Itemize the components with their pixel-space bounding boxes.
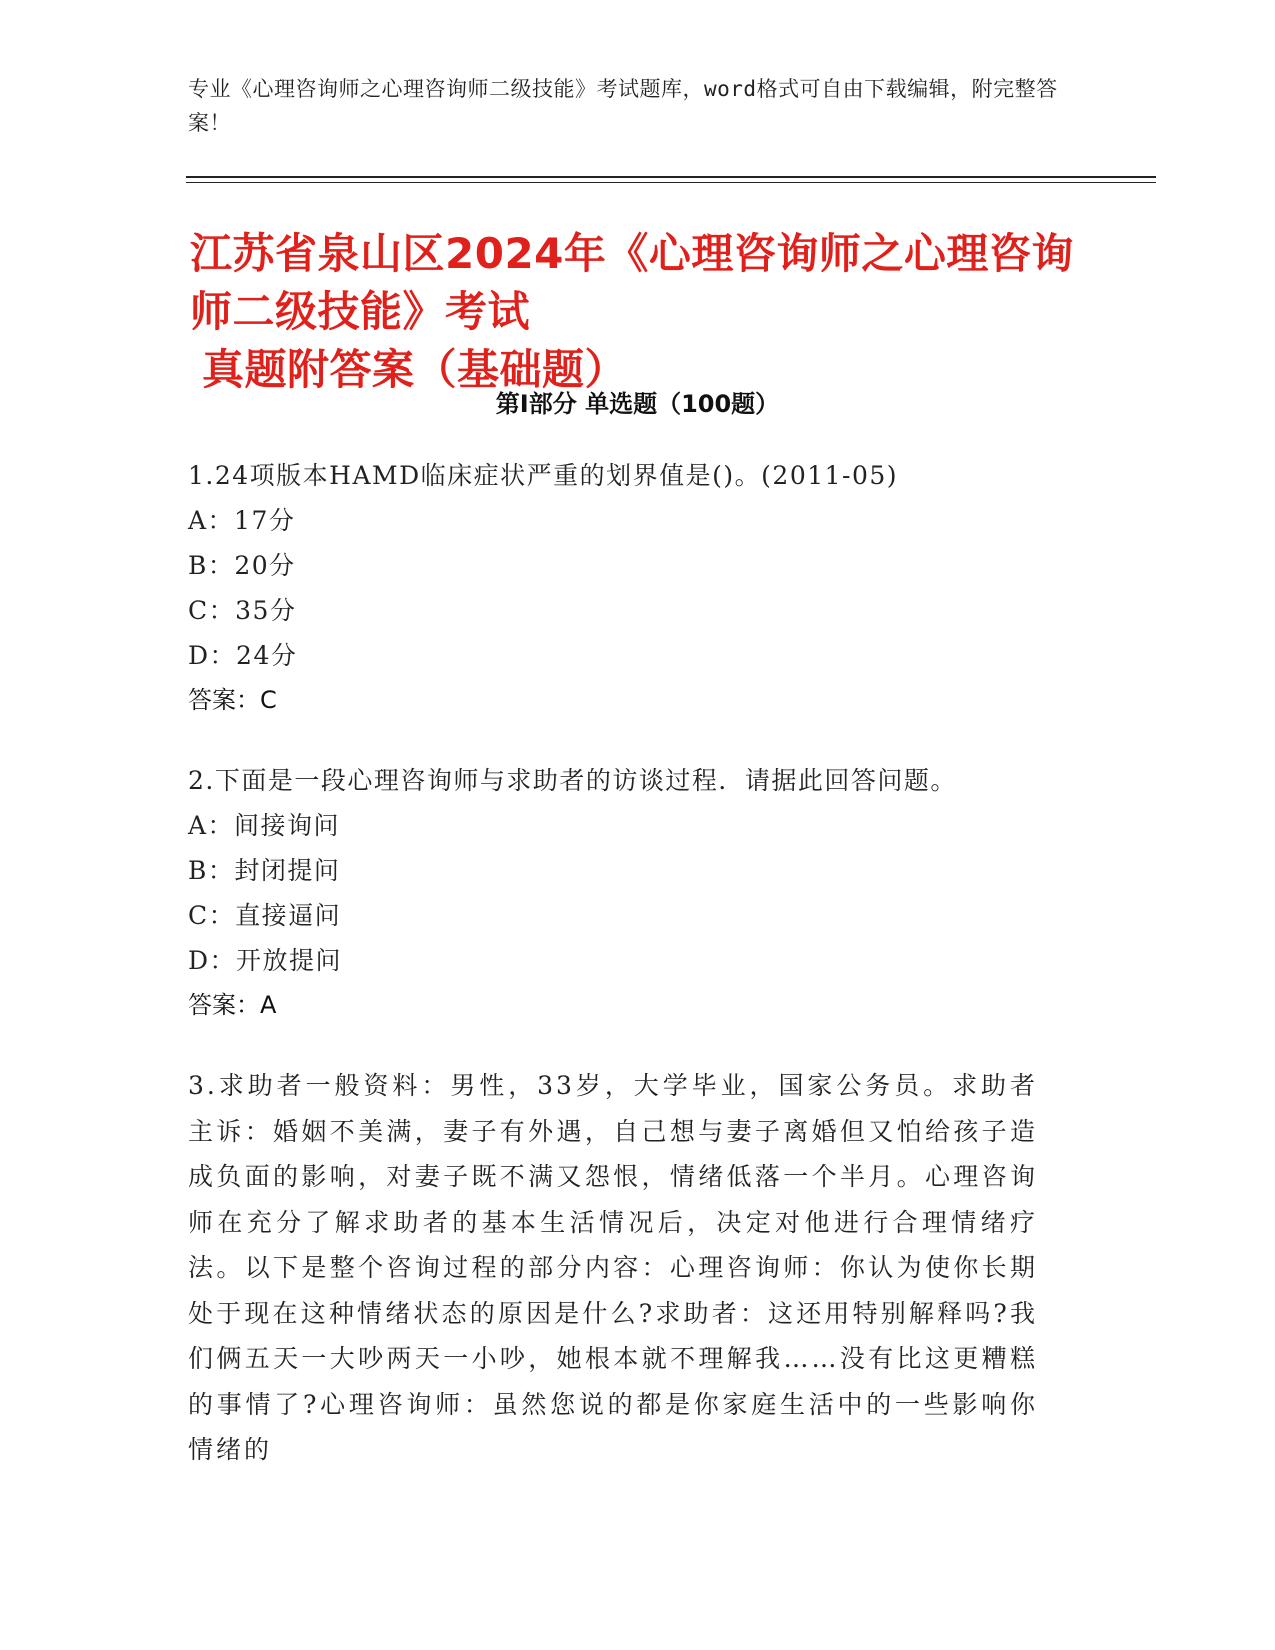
option-b: B：20分	[188, 551, 296, 580]
option-d: D：24分	[188, 641, 298, 670]
answer: 答案：C	[188, 686, 277, 714]
section-title: 第Ⅰ部分 单选题（100题）	[495, 390, 780, 418]
document-title-line2: 真题附答案（基础题）	[202, 345, 628, 394]
option-c: C：直接逼问	[188, 901, 342, 930]
option-d: D：开放提问	[188, 946, 343, 975]
option-c: C：35分	[188, 596, 297, 625]
document-title	[190, 225, 1090, 399]
header-note: 专业《心理咨询师之心理咨询师二级技能》考试题库，word格式可自由下载编辑，附完整答案！	[188, 77, 1058, 135]
document-title-line1: 江苏省泉山区2024年《心理咨询师之心理咨询师二级技能》考试	[190, 229, 1074, 336]
answer: 答案：A	[188, 991, 277, 1019]
option-a: A：间接询问	[188, 811, 341, 840]
option-b: B：封闭提问	[188, 856, 341, 885]
question-3	[188, 1063, 1038, 1473]
question-1	[188, 453, 1088, 723]
question-stem: 3.求助者一般资料：男性，33岁，大学毕业，国家公务员。求助者主诉：婚姻不美满，妻子有外遇，自己想与妻子离婚但又怕给孩子造成负面的影响，对妻子既不满又怨恨，情绪低落一个半月。心理咨询师在充分了解求助者的基本生活情况后，决定对他进行合理情绪疗法。以下是整个咨询过程的部分内容：心理咨询师：你认为使你长期处于现在这种情绪状态的原因是什么?求助者：这还用特别解释吗?我们俩五天一大吵两天一小吵，她根本就不理解我……没有比这更糟糕的事情了?心理咨询师：虽然您说的都是你家庭生活中的一些影响你情绪的	[188, 1071, 1038, 1464]
option-a: A：17分	[188, 506, 296, 535]
question-stem: 2.下面是一段心理咨询师与求助者的访谈过程．请据此回答问题。	[188, 766, 957, 795]
question-stem: 1.24项版本HAMD临床症状严重的划界值是()。(2011-05)	[188, 461, 899, 490]
header-divider-thin	[186, 182, 1156, 183]
header-divider-thick	[186, 176, 1156, 178]
question-2	[188, 758, 1088, 1028]
